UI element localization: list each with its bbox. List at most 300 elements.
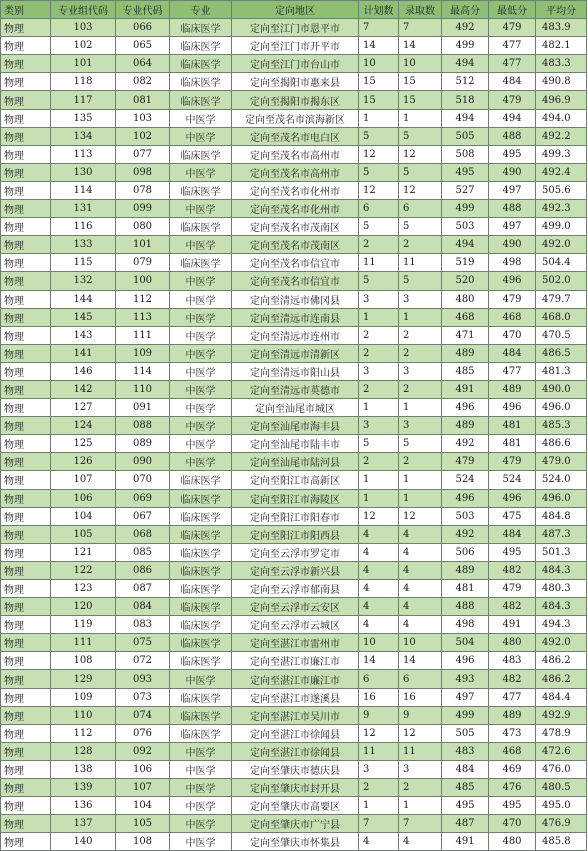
- admit-count-cell[interactable]: 1: [399, 797, 442, 815]
- plan-count-cell[interactable]: 2: [359, 236, 399, 254]
- admit-count-cell[interactable]: 4: [399, 833, 442, 851]
- admit-count-cell[interactable]: 3: [399, 760, 442, 778]
- region-cell[interactable]: 定向至清远市连州市: [232, 326, 359, 344]
- plan-count-cell[interactable]: 3: [359, 290, 399, 308]
- plan-count-cell[interactable]: 2: [359, 380, 399, 398]
- plan-count-cell[interactable]: 11: [359, 254, 399, 272]
- major-cell[interactable]: 临床医学: [170, 254, 232, 272]
- region-cell[interactable]: 定向至清远市佛冈县: [232, 290, 359, 308]
- major-code-cell[interactable]: 114: [116, 362, 170, 380]
- header-plan-count[interactable]: 计划数: [359, 1, 399, 19]
- category-cell[interactable]: 物理: [1, 127, 51, 145]
- min-score-cell[interactable]: 490: [489, 236, 536, 254]
- category-cell[interactable]: 物理: [1, 272, 51, 290]
- admit-count-cell[interactable]: 3: [399, 362, 442, 380]
- category-cell[interactable]: 物理: [1, 489, 51, 507]
- min-score-cell[interactable]: 496: [489, 272, 536, 290]
- max-score-cell[interactable]: 480: [442, 290, 489, 308]
- plan-count-cell[interactable]: 4: [359, 561, 399, 579]
- avg-score-cell[interactable]: 496.0: [536, 489, 587, 507]
- admit-count-cell[interactable]: 7: [399, 815, 442, 833]
- min-score-cell[interactable]: 497: [489, 218, 536, 236]
- major-cell[interactable]: 临床医学: [170, 145, 232, 163]
- category-cell[interactable]: 物理: [1, 815, 51, 833]
- major-code-cell[interactable]: 075: [116, 634, 170, 652]
- region-cell[interactable]: 定向至湛江市廉江市: [232, 670, 359, 688]
- admit-count-cell[interactable]: 2: [399, 453, 442, 471]
- major-code-cell[interactable]: 101: [116, 236, 170, 254]
- avg-score-cell[interactable]: 490.0: [536, 380, 587, 398]
- max-score-cell[interactable]: 492: [442, 19, 489, 37]
- header-category[interactable]: 类别: [1, 1, 51, 19]
- avg-score-cell[interactable]: 468.0: [536, 308, 587, 326]
- plan-count-cell[interactable]: 2: [359, 326, 399, 344]
- major-code-cell[interactable]: 081: [116, 91, 170, 109]
- major-cell[interactable]: 中医学: [170, 760, 232, 778]
- min-score-cell[interactable]: 468: [489, 308, 536, 326]
- avg-score-cell[interactable]: 505.6: [536, 181, 587, 199]
- category-cell[interactable]: 物理: [1, 55, 51, 73]
- header-major-code[interactable]: 专业代码: [116, 1, 170, 19]
- max-score-cell[interactable]: 508: [442, 145, 489, 163]
- min-score-cell[interactable]: 491: [489, 616, 536, 634]
- category-cell[interactable]: 物理: [1, 561, 51, 579]
- major-code-cell[interactable]: 090: [116, 453, 170, 471]
- major-code-cell[interactable]: 089: [116, 435, 170, 453]
- avg-score-cell[interactable]: 479.7: [536, 290, 587, 308]
- admit-count-cell[interactable]: 5: [399, 272, 442, 290]
- min-score-cell[interactable]: 482: [489, 561, 536, 579]
- plan-count-cell[interactable]: 14: [359, 37, 399, 55]
- group-code-cell[interactable]: 104: [51, 507, 116, 525]
- group-code-cell[interactable]: 124: [51, 417, 116, 435]
- major-code-cell[interactable]: 077: [116, 145, 170, 163]
- major-cell[interactable]: 中医学: [170, 833, 232, 851]
- category-cell[interactable]: 物理: [1, 308, 51, 326]
- major-cell[interactable]: 中医学: [170, 236, 232, 254]
- region-cell[interactable]: 定向至清远市阳山县: [232, 362, 359, 380]
- category-cell[interactable]: 物理: [1, 706, 51, 724]
- region-cell[interactable]: 定向至茂名市茂南区: [232, 236, 359, 254]
- plan-count-cell[interactable]: 11: [359, 742, 399, 760]
- avg-score-cell[interactable]: 504.4: [536, 254, 587, 272]
- region-cell[interactable]: 定向至茂名市高州市: [232, 163, 359, 181]
- avg-score-cell[interactable]: 480.5: [536, 779, 587, 797]
- group-code-cell[interactable]: 107: [51, 471, 116, 489]
- plan-count-cell[interactable]: 6: [359, 200, 399, 218]
- major-cell[interactable]: 临床医学: [170, 543, 232, 561]
- plan-count-cell[interactable]: 1: [359, 489, 399, 507]
- avg-score-cell[interactable]: 476.9: [536, 815, 587, 833]
- max-score-cell[interactable]: 488: [442, 598, 489, 616]
- admit-count-cell[interactable]: 5: [399, 435, 442, 453]
- admit-count-cell[interactable]: 5: [399, 127, 442, 145]
- major-cell[interactable]: 中医学: [170, 163, 232, 181]
- major-code-cell[interactable]: 086: [116, 561, 170, 579]
- admit-count-cell[interactable]: 4: [399, 561, 442, 579]
- major-cell[interactable]: 中医学: [170, 109, 232, 127]
- max-score-cell[interactable]: 479: [442, 453, 489, 471]
- major-code-cell[interactable]: 082: [116, 73, 170, 91]
- avg-score-cell[interactable]: 499.0: [536, 218, 587, 236]
- region-cell[interactable]: 定向至江门市开平市: [232, 37, 359, 55]
- admit-count-cell[interactable]: 10: [399, 634, 442, 652]
- category-cell[interactable]: 物理: [1, 742, 51, 760]
- max-score-cell[interactable]: 487: [442, 815, 489, 833]
- min-score-cell[interactable]: 496: [489, 399, 536, 417]
- min-score-cell[interactable]: 488: [489, 200, 536, 218]
- avg-score-cell[interactable]: 486.5: [536, 344, 587, 362]
- region-cell[interactable]: 定向至清远市清新区: [232, 344, 359, 362]
- group-code-cell[interactable]: 101: [51, 55, 116, 73]
- max-score-cell[interactable]: 471: [442, 326, 489, 344]
- category-cell[interactable]: 物理: [1, 344, 51, 362]
- avg-score-cell[interactable]: 483.9: [536, 19, 587, 37]
- avg-score-cell[interactable]: 484.8: [536, 507, 587, 525]
- admit-count-cell[interactable]: 2: [399, 326, 442, 344]
- avg-score-cell[interactable]: 487.3: [536, 525, 587, 543]
- admit-count-cell[interactable]: 16: [399, 688, 442, 706]
- region-cell[interactable]: 定向至湛江市吴川市: [232, 706, 359, 724]
- category-cell[interactable]: 物理: [1, 145, 51, 163]
- group-code-cell[interactable]: 105: [51, 525, 116, 543]
- group-code-cell[interactable]: 112: [51, 724, 116, 742]
- major-code-cell[interactable]: 091: [116, 399, 170, 417]
- category-cell[interactable]: 物理: [1, 19, 51, 37]
- admit-count-cell[interactable]: 3: [399, 417, 442, 435]
- major-cell[interactable]: 临床医学: [170, 218, 232, 236]
- group-code-cell[interactable]: 131: [51, 200, 116, 218]
- max-score-cell[interactable]: 485: [442, 779, 489, 797]
- group-code-cell[interactable]: 144: [51, 290, 116, 308]
- major-code-cell[interactable]: 112: [116, 290, 170, 308]
- admit-count-cell[interactable]: 4: [399, 543, 442, 561]
- group-code-cell[interactable]: 103: [51, 19, 116, 37]
- major-code-cell[interactable]: 102: [116, 127, 170, 145]
- min-score-cell[interactable]: 488: [489, 127, 536, 145]
- admit-count-cell[interactable]: 6: [399, 670, 442, 688]
- region-cell[interactable]: 定向至清远市英德市: [232, 380, 359, 398]
- category-cell[interactable]: 物理: [1, 380, 51, 398]
- plan-count-cell[interactable]: 12: [359, 181, 399, 199]
- avg-score-cell[interactable]: 492.4: [536, 163, 587, 181]
- group-code-cell[interactable]: 116: [51, 218, 116, 236]
- category-cell[interactable]: 物理: [1, 543, 51, 561]
- region-cell[interactable]: 定向至阳江市海陵区: [232, 489, 359, 507]
- min-score-cell[interactable]: 477: [489, 55, 536, 73]
- category-cell[interactable]: 物理: [1, 471, 51, 489]
- major-code-cell[interactable]: 074: [116, 706, 170, 724]
- admit-count-cell[interactable]: 12: [399, 507, 442, 525]
- region-cell[interactable]: 定向至湛江市雷州市: [232, 634, 359, 652]
- group-code-cell[interactable]: 123: [51, 580, 116, 598]
- admit-count-cell[interactable]: 5: [399, 218, 442, 236]
- category-cell[interactable]: 物理: [1, 670, 51, 688]
- avg-score-cell[interactable]: 524.0: [536, 471, 587, 489]
- category-cell[interactable]: 物理: [1, 634, 51, 652]
- header-min-score[interactable]: 最低分: [489, 1, 536, 19]
- min-score-cell[interactable]: 494: [489, 109, 536, 127]
- region-cell[interactable]: 定向至茂名市信宜市: [232, 272, 359, 290]
- major-cell[interactable]: 临床医学: [170, 73, 232, 91]
- avg-score-cell[interactable]: 470.5: [536, 326, 587, 344]
- admit-count-cell[interactable]: 1: [399, 399, 442, 417]
- max-score-cell[interactable]: 496: [442, 652, 489, 670]
- min-score-cell[interactable]: 479: [489, 290, 536, 308]
- plan-count-cell[interactable]: 12: [359, 145, 399, 163]
- plan-count-cell[interactable]: 1: [359, 471, 399, 489]
- min-score-cell[interactable]: 497: [489, 181, 536, 199]
- region-cell[interactable]: 定向至湛江市徐闻县: [232, 724, 359, 742]
- min-score-cell[interactable]: 469: [489, 760, 536, 778]
- header-avg-score[interactable]: 平均分: [536, 1, 587, 19]
- group-code-cell[interactable]: 110: [51, 706, 116, 724]
- group-code-cell[interactable]: 138: [51, 760, 116, 778]
- category-cell[interactable]: 物理: [1, 616, 51, 634]
- min-score-cell[interactable]: 483: [489, 652, 536, 670]
- plan-count-cell[interactable]: 5: [359, 163, 399, 181]
- admit-count-cell[interactable]: 1: [399, 471, 442, 489]
- category-cell[interactable]: 物理: [1, 797, 51, 815]
- min-score-cell[interactable]: 495: [489, 145, 536, 163]
- plan-count-cell[interactable]: 5: [359, 127, 399, 145]
- max-score-cell[interactable]: 524: [442, 471, 489, 489]
- major-cell[interactable]: 中医学: [170, 797, 232, 815]
- admit-count-cell[interactable]: 12: [399, 181, 442, 199]
- min-score-cell[interactable]: 481: [489, 435, 536, 453]
- min-score-cell[interactable]: 480: [489, 634, 536, 652]
- major-code-cell[interactable]: 068: [116, 525, 170, 543]
- major-cell[interactable]: 中医学: [170, 453, 232, 471]
- region-cell[interactable]: 定向至揭阳市惠来县: [232, 73, 359, 91]
- category-cell[interactable]: 物理: [1, 507, 51, 525]
- category-cell[interactable]: 物理: [1, 833, 51, 851]
- group-code-cell[interactable]: 111: [51, 634, 116, 652]
- avg-score-cell[interactable]: 486.2: [536, 670, 587, 688]
- major-cell[interactable]: 临床医学: [170, 181, 232, 199]
- avg-score-cell[interactable]: 494.0: [536, 109, 587, 127]
- max-score-cell[interactable]: 483: [442, 742, 489, 760]
- category-cell[interactable]: 物理: [1, 760, 51, 778]
- max-score-cell[interactable]: 489: [442, 561, 489, 579]
- min-score-cell[interactable]: 470: [489, 815, 536, 833]
- admit-count-cell[interactable]: 11: [399, 254, 442, 272]
- region-cell[interactable]: 定向至茂名市信宜市: [232, 254, 359, 272]
- group-code-cell[interactable]: 117: [51, 91, 116, 109]
- region-cell[interactable]: 定向至云浮市云安区: [232, 598, 359, 616]
- category-cell[interactable]: 物理: [1, 91, 51, 109]
- plan-count-cell[interactable]: 7: [359, 815, 399, 833]
- major-code-cell[interactable]: 070: [116, 471, 170, 489]
- min-score-cell[interactable]: 470: [489, 326, 536, 344]
- region-cell[interactable]: 定向至江门市恩平市: [232, 19, 359, 37]
- major-cell[interactable]: 中医学: [170, 779, 232, 797]
- max-score-cell[interactable]: 504: [442, 634, 489, 652]
- major-code-cell[interactable]: 072: [116, 652, 170, 670]
- major-code-cell[interactable]: 103: [116, 109, 170, 127]
- plan-count-cell[interactable]: 2: [359, 779, 399, 797]
- major-code-cell[interactable]: 079: [116, 254, 170, 272]
- plan-count-cell[interactable]: 4: [359, 525, 399, 543]
- max-score-cell[interactable]: 492: [442, 525, 489, 543]
- region-cell[interactable]: 定向至湛江市廉江市: [232, 652, 359, 670]
- plan-count-cell[interactable]: 1: [359, 797, 399, 815]
- major-cell[interactable]: 中医学: [170, 272, 232, 290]
- group-code-cell[interactable]: 134: [51, 127, 116, 145]
- major-code-cell[interactable]: 080: [116, 218, 170, 236]
- max-score-cell[interactable]: 499: [442, 706, 489, 724]
- avg-score-cell[interactable]: 482.1: [536, 37, 587, 55]
- major-code-cell[interactable]: 073: [116, 688, 170, 706]
- plan-count-cell[interactable]: 16: [359, 688, 399, 706]
- avg-score-cell[interactable]: 484.4: [536, 688, 587, 706]
- major-code-cell[interactable]: 087: [116, 580, 170, 598]
- min-score-cell[interactable]: 480: [489, 833, 536, 851]
- major-cell[interactable]: 中医学: [170, 815, 232, 833]
- admit-count-cell[interactable]: 5: [399, 163, 442, 181]
- max-score-cell[interactable]: 493: [442, 670, 489, 688]
- max-score-cell[interactable]: 527: [442, 181, 489, 199]
- avg-score-cell[interactable]: 486.2: [536, 652, 587, 670]
- major-cell[interactable]: 临床医学: [170, 724, 232, 742]
- major-cell[interactable]: 中医学: [170, 362, 232, 380]
- admit-count-cell[interactable]: 4: [399, 598, 442, 616]
- avg-score-cell[interactable]: 485.3: [536, 417, 587, 435]
- avg-score-cell[interactable]: 494.3: [536, 616, 587, 634]
- major-code-cell[interactable]: 067: [116, 507, 170, 525]
- max-score-cell[interactable]: 481: [442, 580, 489, 598]
- group-code-cell[interactable]: 128: [51, 742, 116, 760]
- category-cell[interactable]: 物理: [1, 236, 51, 254]
- avg-score-cell[interactable]: 476.0: [536, 760, 587, 778]
- category-cell[interactable]: 物理: [1, 779, 51, 797]
- category-cell[interactable]: 物理: [1, 163, 51, 181]
- group-code-cell[interactable]: 114: [51, 181, 116, 199]
- max-score-cell[interactable]: 491: [442, 380, 489, 398]
- plan-count-cell[interactable]: 4: [359, 580, 399, 598]
- plan-count-cell[interactable]: 5: [359, 435, 399, 453]
- plan-count-cell[interactable]: 5: [359, 218, 399, 236]
- max-score-cell[interactable]: 505: [442, 127, 489, 145]
- avg-score-cell[interactable]: 502.0: [536, 272, 587, 290]
- max-score-cell[interactable]: 495: [442, 163, 489, 181]
- major-code-cell[interactable]: 108: [116, 833, 170, 851]
- min-score-cell[interactable]: 498: [489, 254, 536, 272]
- min-score-cell[interactable]: 477: [489, 688, 536, 706]
- min-score-cell[interactable]: 489: [489, 706, 536, 724]
- avg-score-cell[interactable]: 486.6: [536, 435, 587, 453]
- max-score-cell[interactable]: 497: [442, 688, 489, 706]
- max-score-cell[interactable]: 468: [442, 308, 489, 326]
- group-code-cell[interactable]: 141: [51, 344, 116, 362]
- plan-count-cell[interactable]: 4: [359, 543, 399, 561]
- plan-count-cell[interactable]: 10: [359, 55, 399, 73]
- major-cell[interactable]: 临床医学: [170, 55, 232, 73]
- admit-count-cell[interactable]: 12: [399, 724, 442, 742]
- admit-count-cell[interactable]: 2: [399, 779, 442, 797]
- category-cell[interactable]: 物理: [1, 37, 51, 55]
- major-cell[interactable]: 中医学: [170, 435, 232, 453]
- major-cell[interactable]: 临床医学: [170, 688, 232, 706]
- major-cell[interactable]: 中医学: [170, 200, 232, 218]
- plan-count-cell[interactable]: 1: [359, 399, 399, 417]
- admit-count-cell[interactable]: 2: [399, 236, 442, 254]
- category-cell[interactable]: 物理: [1, 724, 51, 742]
- avg-score-cell[interactable]: 478.9: [536, 724, 587, 742]
- avg-score-cell[interactable]: 492.3: [536, 200, 587, 218]
- major-cell[interactable]: 中医学: [170, 290, 232, 308]
- admit-count-cell[interactable]: 10: [399, 55, 442, 73]
- header-region[interactable]: 定向地区: [232, 1, 359, 19]
- major-code-cell[interactable]: 088: [116, 417, 170, 435]
- category-cell[interactable]: 物理: [1, 326, 51, 344]
- plan-count-cell[interactable]: 3: [359, 760, 399, 778]
- region-cell[interactable]: 定向至云浮市新兴县: [232, 561, 359, 579]
- major-cell[interactable]: 临床医学: [170, 598, 232, 616]
- max-score-cell[interactable]: 496: [442, 399, 489, 417]
- max-score-cell[interactable]: 492: [442, 435, 489, 453]
- group-code-cell[interactable]: 129: [51, 670, 116, 688]
- group-code-cell[interactable]: 125: [51, 435, 116, 453]
- admit-count-cell[interactable]: 1: [399, 308, 442, 326]
- major-code-cell[interactable]: 069: [116, 489, 170, 507]
- category-cell[interactable]: 物理: [1, 417, 51, 435]
- plan-count-cell[interactable]: 15: [359, 91, 399, 109]
- max-score-cell[interactable]: 494: [442, 109, 489, 127]
- max-score-cell[interactable]: 503: [442, 507, 489, 525]
- major-cell[interactable]: 中医学: [170, 127, 232, 145]
- min-score-cell[interactable]: 495: [489, 543, 536, 561]
- category-cell[interactable]: 物理: [1, 453, 51, 471]
- avg-score-cell[interactable]: 492.9: [536, 706, 587, 724]
- max-score-cell[interactable]: 494: [442, 236, 489, 254]
- avg-score-cell[interactable]: 496.0: [536, 399, 587, 417]
- group-code-cell[interactable]: 127: [51, 399, 116, 417]
- major-cell[interactable]: 临床医学: [170, 580, 232, 598]
- group-code-cell[interactable]: 142: [51, 380, 116, 398]
- group-code-cell[interactable]: 145: [51, 308, 116, 326]
- min-score-cell[interactable]: 496: [489, 489, 536, 507]
- region-cell[interactable]: 定向至肇庆市高要区: [232, 797, 359, 815]
- min-score-cell[interactable]: 481: [489, 417, 536, 435]
- region-cell[interactable]: 定向至湛江市遂溪县: [232, 688, 359, 706]
- admit-count-cell[interactable]: 3: [399, 290, 442, 308]
- major-cell[interactable]: 临床医学: [170, 652, 232, 670]
- plan-count-cell[interactable]: 10: [359, 634, 399, 652]
- min-score-cell[interactable]: 476: [489, 779, 536, 797]
- group-code-cell[interactable]: 106: [51, 489, 116, 507]
- header-max-score[interactable]: 最高分: [442, 1, 489, 19]
- min-score-cell[interactable]: 477: [489, 37, 536, 55]
- plan-count-cell[interactable]: 7: [359, 19, 399, 37]
- group-code-cell[interactable]: 109: [51, 688, 116, 706]
- admit-count-cell[interactable]: 1: [399, 489, 442, 507]
- region-cell[interactable]: 定向至阳江市阳春市: [232, 507, 359, 525]
- category-cell[interactable]: 物理: [1, 200, 51, 218]
- major-cell[interactable]: 中医学: [170, 308, 232, 326]
- max-score-cell[interactable]: 503: [442, 218, 489, 236]
- group-code-cell[interactable]: 146: [51, 362, 116, 380]
- min-score-cell[interactable]: 477: [489, 362, 536, 380]
- major-code-cell[interactable]: 066: [116, 19, 170, 37]
- plan-count-cell[interactable]: 4: [359, 833, 399, 851]
- header-major[interactable]: 专业: [170, 1, 232, 19]
- category-cell[interactable]: 物理: [1, 580, 51, 598]
- region-cell[interactable]: 定向至茂名市化州市: [232, 181, 359, 199]
- category-cell[interactable]: 物理: [1, 218, 51, 236]
- major-code-cell[interactable]: 106: [116, 760, 170, 778]
- region-cell[interactable]: 定向至茂名市滨海新区: [232, 109, 359, 127]
